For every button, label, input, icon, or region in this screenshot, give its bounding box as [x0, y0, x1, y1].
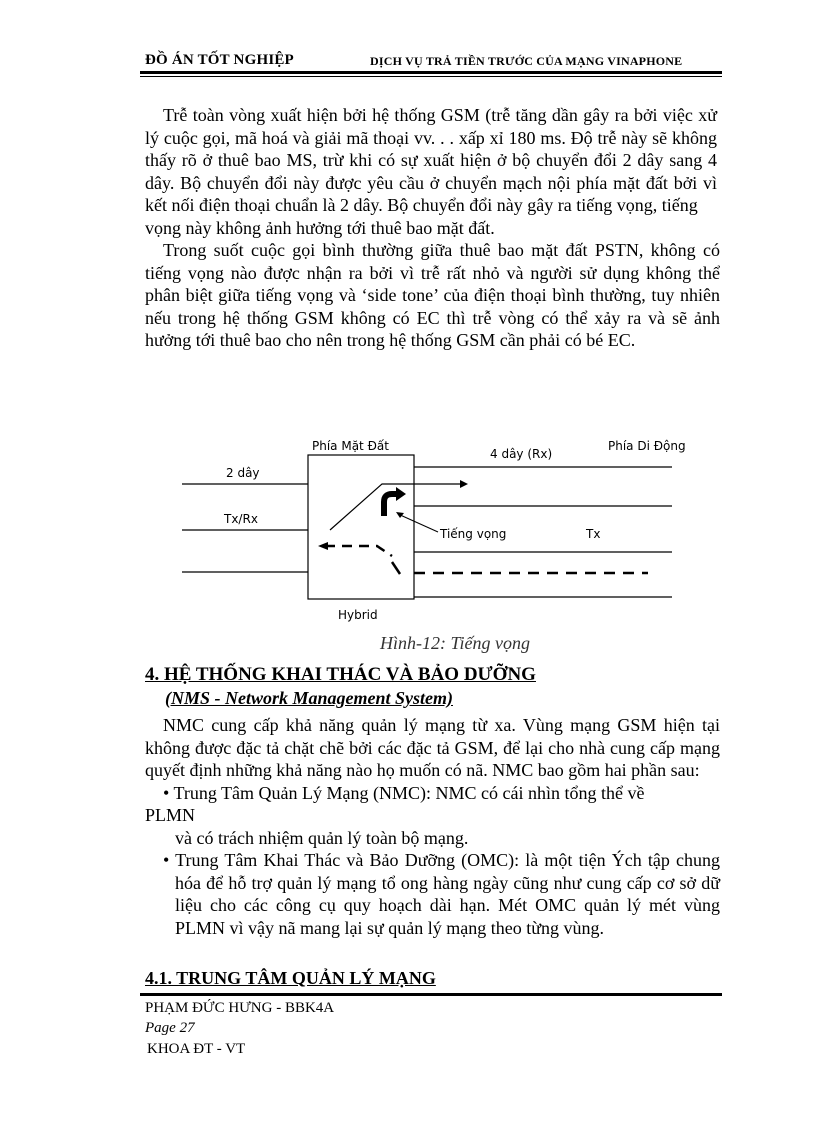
bullet-2: • Trung Tâm Khai Thác và Bảo Dưỡng (OMC): là một tiện Ých tập chung hóa để hỗ trợ quản lý mạng tổ ong hàng ngày cũng như cung cấp cơ sở dữ liệu cho các công cụ quy hoạch dài hạn. Mét OMC quản lý mét vùng PLMN vì vậy nã mang lại sự quản lý mạng theo từng vùng.	[163, 850, 720, 938]
bullet-1-line-3: và có trách nhiệm quản lý toàn bộ mạng.	[175, 827, 469, 848]
intro-paragraph-3: Trong suốt cuộc gọi bình thường giữa thuê bao mặt đất PSTN, không có tiếng vọng nào được nhận ra bởi vì trễ rất nhỏ và người sử dụng không thể phân biệt giữa tiếng vọng và ‘side tone’ của điện thoại bình thường, tuy nhiên nếu trong hệ thống GSM không có EC thì trễ vòng có thể xảy ra và sẽ ảnh hưởng tới thuê bao cho nên trong hệ thống GSM cần phải có bé EC.	[145, 240, 720, 350]
intro-paragraph-1: Trễ toàn vòng xuất hiện bởi hệ thống GSM (trễ tăng dần gây ra bởi việc xử lý cuộc gọi, mã hoá và giải mã thoại vv. . . xấp xỉ 180 ms. Độ trễ này sẽ không thấy rõ ở thuê bao MS, trừ khi có sự xuất hiện ở bộ chuyển đổi 2 dây sang 4 dây. Bộ chuyển đổi này được yêu cầu ở chuyển mạch nội phía mặt đất bởi vì kết nối điện thoại chuẩn là 2 dây. Bộ chuyển đổi này gây ra tiếng vọng, tiếng	[145, 105, 717, 215]
label-txrx: Tx/Rx	[224, 512, 258, 526]
label-mobile-side: Phía Di Động	[608, 439, 686, 453]
footer-rule	[140, 993, 722, 996]
section-title: 4. HỆ THỐNG KHAI THÁC VÀ BẢO DƯỠNG	[145, 664, 536, 685]
tx-dashed-bend	[392, 562, 400, 574]
header-left-title: ĐỒ ÁN TỐT NGHIỆP	[145, 52, 294, 68]
intro-paragraph-2: vọng này không ảnh hưởng tới thuê bao mặt đất.	[145, 217, 495, 238]
hybrid-box	[308, 455, 414, 599]
bullet-1: • Trung Tâm Quản Lý Mạng (NMC): NMC có cái nhìn tổng thể về	[163, 782, 645, 803]
footer-faculty: KHOA ĐT - VT	[147, 1041, 246, 1057]
label-hybrid: Hybrid	[338, 608, 378, 622]
echo-pointer-line	[398, 514, 438, 532]
section-body: NMC cung cấp khả năng quản lý mạng từ xa. Vùng mạng GSM hiện tại không được đặc tả chặt chẽ bởi các đặc tả GSM, để lại cho nhà cung cấp mạng quyết định những khả năng nào họ muốn có nã. NMC bao gồm hai phần sau:	[145, 715, 720, 780]
bullet-1-line-2: PLMN	[145, 805, 196, 825]
subsection-title: 4.1. TRUNG TÂM QUẢN LÝ MẠNG	[145, 968, 436, 988]
label-tx: Tx	[586, 527, 601, 541]
header-rule	[140, 71, 722, 74]
tx-dashed-inner	[325, 546, 392, 556]
header-right-title: DỊCH VỤ TRẢ TIỀN TRƯỚC CỦA MẠNG VINAPHONE	[370, 54, 683, 68]
rx-arrowhead	[460, 480, 468, 488]
footer-page: Page 27	[145, 1020, 195, 1036]
echo-arrowhead	[396, 487, 406, 501]
label-four-wire: 4 dây (Rx)	[490, 447, 553, 461]
echo-arrow-icon	[384, 494, 396, 516]
tx-arrowhead	[318, 542, 328, 550]
label-ground-side: Phía Mặt Đất	[312, 439, 389, 453]
echo-pointer-head	[396, 512, 404, 518]
label-echo: Tiếng vọng	[440, 527, 507, 541]
header-rule-thin	[140, 76, 722, 77]
bullet-1-line-1: Trung Tâm Quản Lý Mạng (NMC): NMC có cái nhìn tổng thể về	[173, 782, 645, 803]
section-text	[145, 714, 720, 939]
figure-caption: Hình-12: Tiếng vọng	[380, 633, 530, 653]
rx-path	[330, 484, 460, 530]
echo-diagram	[170, 432, 710, 627]
footer-author: PHẠM ĐỨC HƯNG - BBK4A	[145, 1000, 335, 1016]
bullet-2-text: Trung Tâm Khai Thác và Bảo Dưỡng (OMC): là một tiện Ých tập chung hóa để hỗ trợ quản lý mạng tổ ong hàng ngày cũng như cung cấp cơ sở dữ liệu cho các công cụ quy hoạch dài hạn. Mét OMC quản lý mét vùng PLMN vì vậy nã mang lại sự quản lý mạng theo từng vùng.	[175, 850, 720, 938]
intro-text	[145, 104, 720, 352]
section-subtitle: (NMS - Network Management System)	[165, 688, 453, 708]
label-two-wire: 2 dây	[226, 466, 260, 480]
